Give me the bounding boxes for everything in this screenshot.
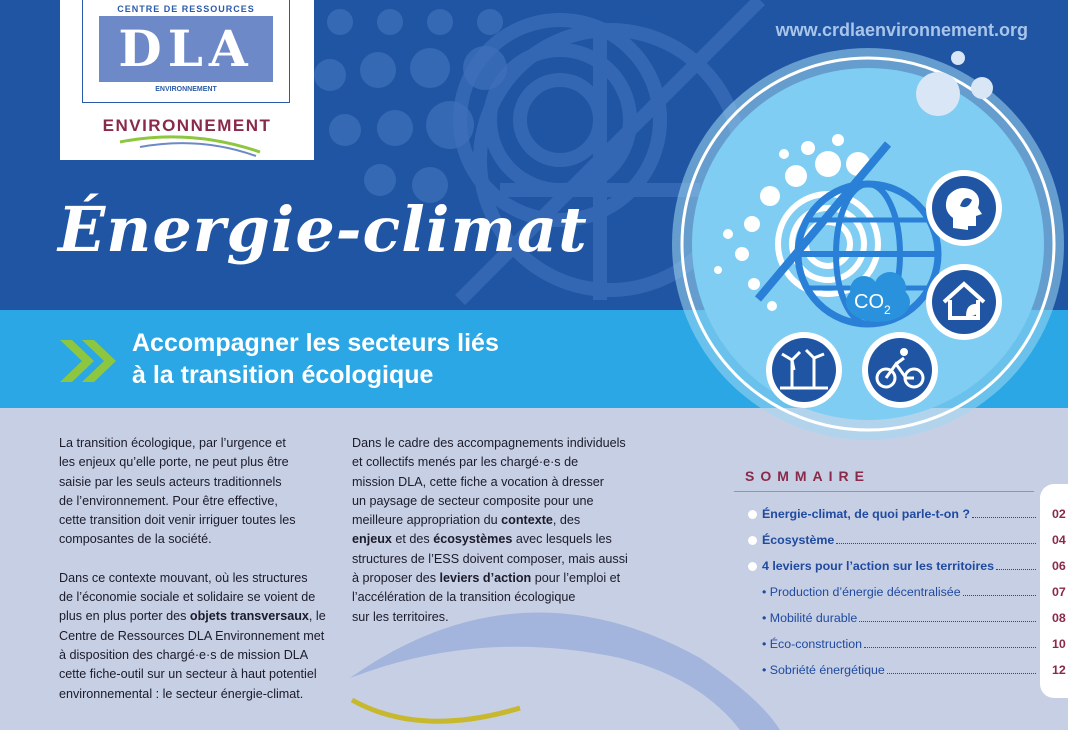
toc-page-number[interactable]: 04 (1052, 533, 1066, 547)
toc-item-leviers[interactable]: 4 leviers pour l’action sur les territoires (748, 559, 1038, 575)
bullet-dot-icon (748, 562, 757, 571)
toc-leader (864, 647, 1036, 648)
toc-item-ecosysteme[interactable]: Écosystème (748, 533, 1038, 549)
website-url[interactable]: www.crdlaenvironnement.org (775, 20, 1028, 40)
intro-column-left (59, 434, 339, 723)
toc-leader (972, 517, 1036, 518)
toc-page-number[interactable]: 06 (1052, 559, 1066, 573)
subtitle-line-2: à la transition écologique (132, 361, 434, 389)
co2-label: CO (854, 291, 884, 313)
co2-cloud-icon (846, 272, 910, 322)
dla-logo (60, 0, 314, 160)
toc-leader (996, 569, 1036, 570)
logo-swoosh-icon (60, 0, 314, 160)
intro-paragraph-2: Dans ce contexte mouvant, où les structures de l’économie sociale et solidaire se voient de plus en plus porter des objets transversaux, le Centre de Ressources DLA Environnement met à disposition des chargé·e·s de mission DLA cette fiche-outil sur un secteur à haut potentiel environnemental : le secteur énergie-climat. (59, 570, 326, 701)
emphasis-objets-transversaux: objets transversaux (189, 609, 309, 624)
co2-subscript: 2 (884, 303, 891, 317)
toc-item-sobriete-energetique[interactable]: • Sobriété énergétique (762, 663, 1038, 679)
toc-leader (963, 595, 1036, 596)
head-leaf-icon (926, 170, 1002, 246)
toc-leader (859, 621, 1036, 622)
intro-column-right (352, 434, 632, 646)
logo-name: ENVIRONNEMENT (102, 116, 272, 135)
emphasis-contexte: contexte (501, 513, 553, 528)
intro-paragraph-3: Dans le cadre des accompagnements individuels et collectifs menés par les chargé·e·s de mission DLA, cette fiche a vocation à dresser un paysage de secteur composite pour une meilleure appropriation du contexte, des enjeux et des écosystèmes avec lesquels les structures de l’ESS doivent composer, mais aussi à proposer des leviers d’action pour l’emploi et l’accélération de la transition écologique sur les territoires. (352, 436, 628, 624)
toc-item-eco-construction[interactable]: • Éco-construction (762, 637, 1038, 653)
subtitle-line-1: Accompagner les secteurs liés (132, 329, 499, 357)
logo-small-text: ENVIRONNEMENT (155, 86, 217, 93)
toc-item-energie-climat[interactable]: Énergie-climat, de quoi parle-t-on ? (748, 507, 1038, 523)
toc-title: SOMMAIRE (745, 468, 870, 484)
emphasis-ecosystemes: écosystèmes (433, 532, 513, 547)
toc-page-number[interactable]: 02 (1052, 507, 1066, 521)
bullet-dot-icon (748, 536, 757, 545)
intro-paragraph-1: La transition écologique, par l’urgence et les enjeux qu’elle porte, ne peut plus être saisie par les seuls acteurs traditionnels de l’environnement. Pour être effective, cette transition doit venir irriguer toutes les composantes de la société. (59, 436, 296, 547)
toc-item-mobilite-durable[interactable]: • Mobilité durable (762, 611, 1038, 627)
logo-top-text: CENTRE DE RESSOURCES (117, 4, 255, 14)
toc-leader (836, 543, 1036, 544)
toc-page-number[interactable]: 08 (1052, 611, 1066, 625)
toc-item-production-energie[interactable]: • Production d’énergie décentralisée (762, 585, 1038, 601)
page-subtitle (132, 327, 499, 391)
emphasis-enjeux: enjeux (352, 532, 392, 547)
toc-page-number[interactable]: 10 (1052, 637, 1066, 651)
wind-turbine-icon (766, 332, 842, 408)
chevron-double-right-icon (58, 338, 120, 384)
emphasis-leviers: leviers d’action (439, 571, 532, 586)
toc-divider (734, 491, 1034, 492)
illustration-circle (668, 44, 1068, 464)
toc-page-number[interactable]: 12 (1052, 663, 1066, 677)
bicycle-icon (862, 332, 938, 408)
page-title: Énergie-climat (58, 193, 588, 266)
toc-page-number[interactable]: 07 (1052, 585, 1066, 599)
bullet-dot-icon (748, 510, 757, 519)
toc-leader (887, 673, 1036, 674)
eco-house-icon (926, 264, 1002, 340)
logo-mark: DLA (99, 16, 273, 82)
